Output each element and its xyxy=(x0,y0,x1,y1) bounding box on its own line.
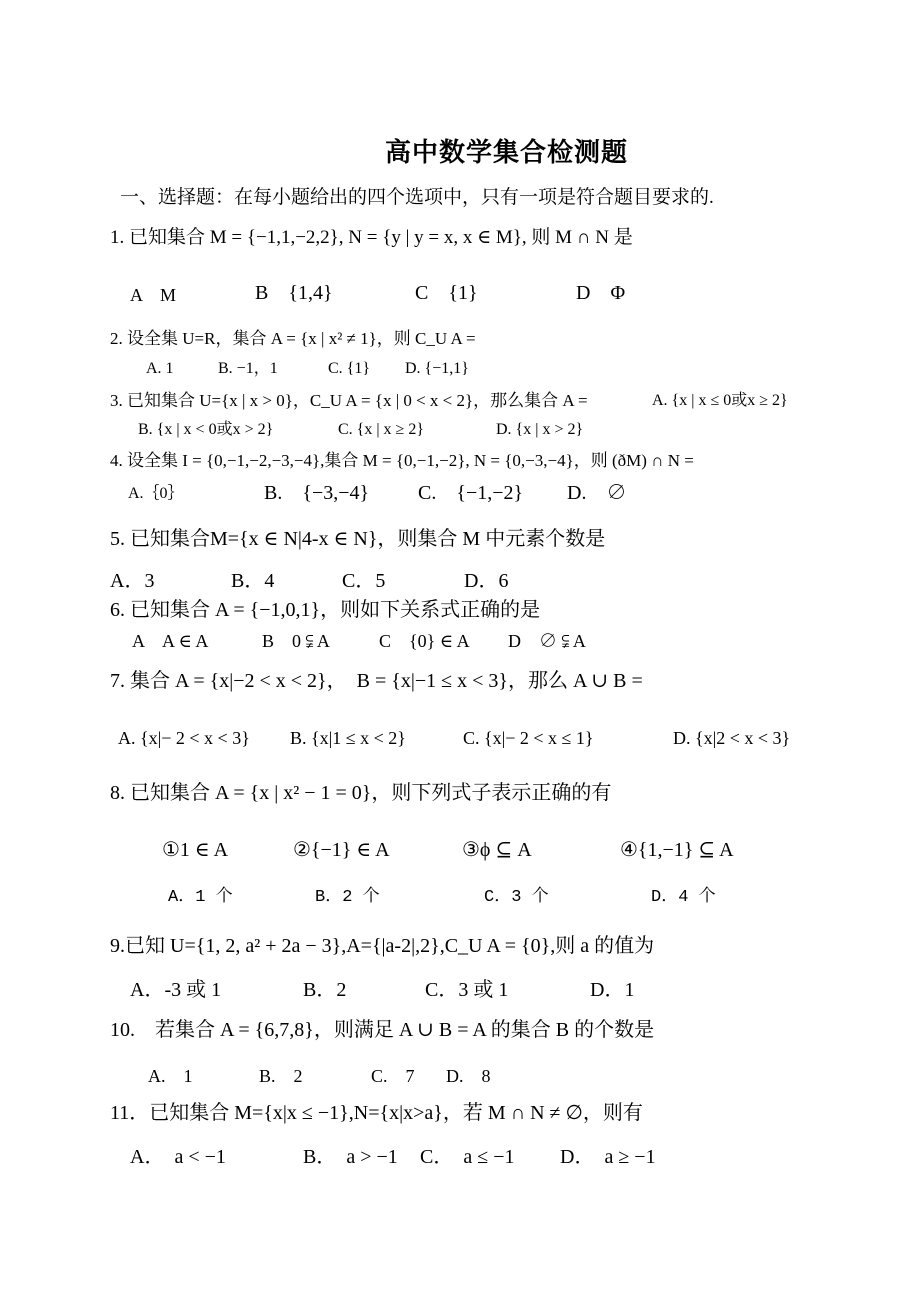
question-5-option-d: D．6 xyxy=(464,570,509,592)
question-7-option-c: C. {x|− 2 < x ≤ 1} xyxy=(463,728,594,748)
question-3-option-b: B. {x | x < 0或x > 2} xyxy=(138,421,274,438)
question-4-option-b: B. {−3,−4} xyxy=(264,482,370,504)
question-6-option-d: D ∅ ⫋ A xyxy=(508,631,586,651)
question-3-stem: 3. 已知集合 U={x | x > 0}，C_U A = {x | 0 < x < 2}，那么集合 A = xyxy=(110,391,588,410)
question-2-option-b: B. −1，1 xyxy=(218,360,278,377)
question-9-option-b: B．2 xyxy=(303,979,347,1001)
question-5-option-b: B．4 xyxy=(231,570,275,592)
question-8-item-1: ①1 ∈ A xyxy=(162,839,229,861)
question-10-stem: 10. 若集合 A = {6,7,8}，则满足 A ∪ B = A 的集合 B 的个数是 xyxy=(110,1019,655,1041)
question-6-stem: 6. 已知集合 A = {−1,0,1}，则如下关系式正确的是 xyxy=(110,599,541,621)
question-7-option-a: A. {x|− 2 < x < 3} xyxy=(118,728,250,748)
question-1-option-d: D Φ xyxy=(576,282,626,304)
question-9-option-a: A．-3 或 1 xyxy=(130,979,222,1001)
question-9-stem: 9.已知 U={1, 2, a² + 2a − 3},A={|a-2|,2},C_U A = {0},则 a 的值为 xyxy=(110,935,655,957)
question-5-option-a: A．3 xyxy=(110,570,155,592)
question-8-item-3: ③ϕ ⊆ A xyxy=(462,839,532,861)
question-4-option-d: D. ∅ xyxy=(567,482,627,504)
question-10-option-d: D. 8 xyxy=(446,1066,491,1086)
page-title: 高中数学集合检测题 xyxy=(385,138,629,167)
question-11-option-d: D． a ≥ −1 xyxy=(560,1146,656,1168)
question-8-item-2: ②{−1} ∈ A xyxy=(293,839,390,861)
question-5-option-c: C．5 xyxy=(342,570,386,592)
question-11-option-a: A． a < −1 xyxy=(130,1146,226,1168)
question-10-option-a: A. 1 xyxy=(148,1066,193,1086)
question-2-option-c: C. {1} xyxy=(328,360,371,377)
question-1-option-b: B {1,4} xyxy=(255,282,333,304)
question-10-option-b: B. 2 xyxy=(259,1066,303,1086)
question-11-option-b: B． a > −1 xyxy=(303,1146,398,1168)
question-9-option-c: C．3 或 1 xyxy=(425,979,509,1001)
question-7-option-d: D. {x|2 < x < 3} xyxy=(673,728,791,748)
question-7-stem: 7. 集合 A = {x|−2 < x < 2}， B = {x|−1 ≤ x < 3}，那么 A ∪ B = xyxy=(110,670,643,692)
question-8-stem: 8. 已知集合 A = {x | x² − 1 = 0}，则下列式子表示正确的有 xyxy=(110,782,612,804)
question-8-option-c: C．3 个 xyxy=(484,888,549,907)
question-2-option-d: D. {−1,1} xyxy=(405,360,469,377)
question-6-option-c: C {0} ∈ A xyxy=(379,631,470,651)
question-2-stem: 2. 设全集 U=R，集合 A = {x | x² ≠ 1}，则 C_U A = xyxy=(110,329,476,348)
question-10-option-c: C. 7 xyxy=(371,1066,415,1086)
question-11-stem: 11．已知集合 M={x|x ≤ −1},N={x|x>a}，若 M ∩ N ≠ ∅，则有 xyxy=(110,1102,643,1124)
question-1-option-a: A M xyxy=(130,285,177,305)
question-6-option-a: A A ∈ A xyxy=(132,631,209,651)
question-8-option-b: B．2 个 xyxy=(315,888,380,907)
question-1-stem: 1. 已知集合 M = {−1,1,−2,2}, N = {y | y = x, x ∈ M}, 则 M ∩ N 是 xyxy=(110,227,633,248)
question-4-stem: 4. 设全集 I = {0,−1,−2,−3,−4},集合 M = {0,−1,−2}, N = {0,−3,−4}，则 (ðM) ∩ N = xyxy=(110,451,694,470)
question-3-option-a: A. {x | x ≤ 0或x ≥ 2} xyxy=(652,392,788,409)
question-7-option-b: B. {x|1 ≤ x < 2} xyxy=(290,728,406,748)
question-8-option-a: A．1 个 xyxy=(168,888,233,907)
question-6-option-b: B 0 ⫋ A xyxy=(262,631,330,651)
section-instructions: 一、选择题：在每小题给出的四个选项中，只有一项是符合题目要求的. xyxy=(120,187,714,208)
question-3-option-c: C. {x | x ≥ 2} xyxy=(338,421,425,438)
question-1-option-c: C {1} xyxy=(415,282,478,304)
question-4-option-c: C. {−1,−2} xyxy=(418,482,524,504)
question-3-option-d: D. {x | x > 2} xyxy=(496,421,584,438)
question-11-option-c: C． a ≤ −1 xyxy=(420,1146,515,1168)
question-4-option-a: A.｛0｝ xyxy=(128,485,184,502)
question-8-item-4: ④{1,−1} ⊆ A xyxy=(620,839,734,861)
question-2-option-a: A. 1 xyxy=(146,360,174,377)
question-9-option-d: D．1 xyxy=(590,979,635,1001)
question-8-option-d: D．4 个 xyxy=(651,888,716,907)
question-5-stem: 5. 已知集合M={x ∈ N|4-x ∈ N}，则集合 M 中元素个数是 xyxy=(110,528,606,550)
